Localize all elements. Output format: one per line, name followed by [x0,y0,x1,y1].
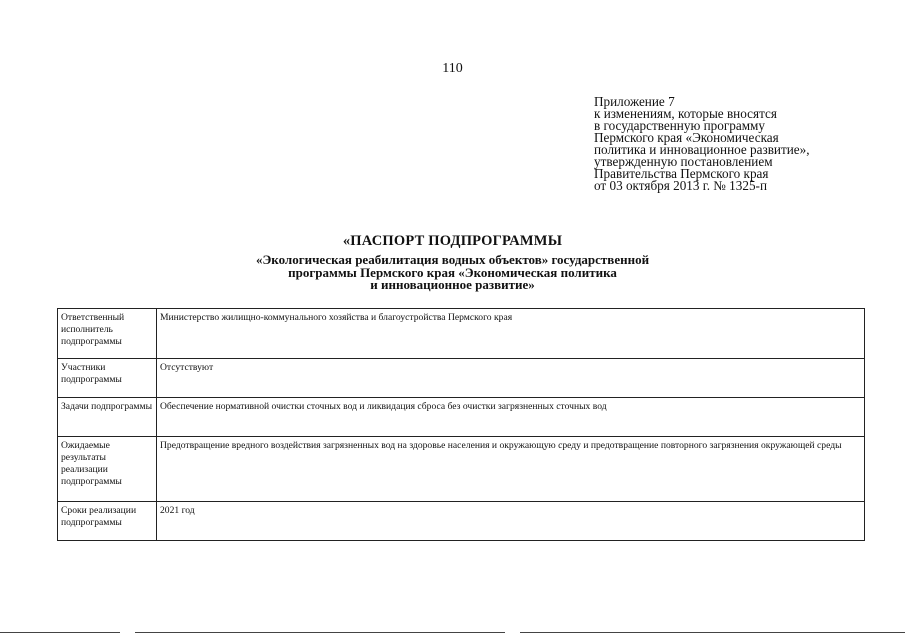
scan-edge-line [135,632,505,633]
table-row [58,398,865,437]
subtitle-line: программы Пермского края «Экономическая политика [288,264,617,280]
appendix-line: к изменениям, которые вносятся [594,106,777,121]
subtitle-line: «Экологическая реабилитация водных объектов» государственной [255,252,650,267]
row-value: Предотвращение вредного воздействия загрязненных вод на здоровье населения и окружающую среду и предотвращение повторного загрязнения окружающей среды [157,437,865,502]
table-row [58,309,865,359]
table-row [58,359,865,398]
row-label: Задачи подпрограммы [58,398,157,437]
subprogram-subtitle [0,254,905,292]
row-value: Отсутствуют [157,359,865,398]
row-label: Ожидаемые результаты реализации подпрограммы [58,437,157,502]
row-value: Обеспечение нормативной очистки сточных вод и ликвидация сброса без очистки загрязненных сточных вод [157,398,865,437]
appendix-line: Пермского края «Экономическая [594,130,779,145]
passport-table [57,308,865,541]
row-value: 2021 год [157,502,865,541]
appendix-line: утвержденную постановлением [594,154,773,169]
subtitle-line: и инновационное развитие» [370,277,535,292]
appendix-line: в государственную программу [594,118,765,133]
appendix-line: Приложение 7 [594,94,675,109]
table-row [58,437,865,502]
table-row [58,502,865,541]
scan-edge-line [520,632,905,633]
scan-edge-line [0,632,120,633]
row-value: Министерство жилищно-коммунального хозяйства и благоустройства Пермского края [157,309,865,359]
passport-title: «ПАСПОРТ ПОДПРОГРАММЫ [342,233,563,249]
row-label: Участники подпрограммы [58,359,157,398]
page-number: 110 [442,61,463,76]
appendix-line: от 03 октября 2013 г. № 1325-п [594,178,768,193]
appendix-line: политика и инновационное развитие», [594,142,810,157]
appendix-block [594,96,894,192]
appendix-line: Правительства Пермского края [594,166,769,181]
row-label: Ответственный исполнитель подпрограммы [58,309,157,359]
row-label: Сроки реализации подпрограммы [58,502,157,541]
